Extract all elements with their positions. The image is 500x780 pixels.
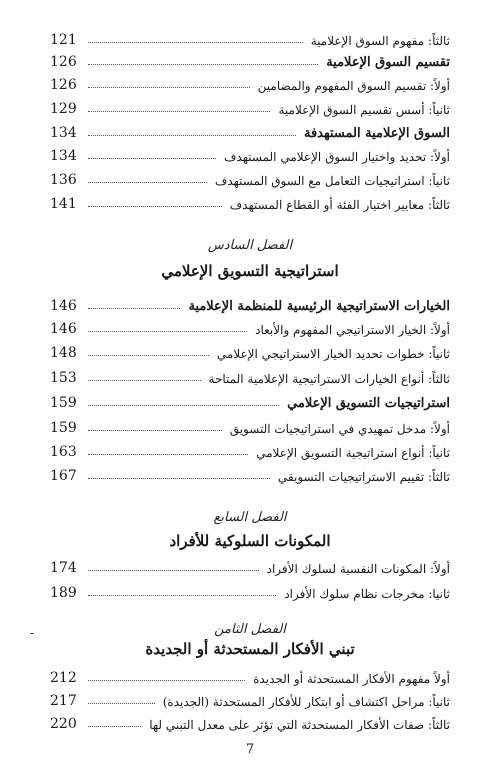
entry-title: أولاً: تقسيم السوق المفهوم والمضامين xyxy=(257,79,450,93)
toc-entry xyxy=(50,462,450,484)
dot-leader xyxy=(88,726,141,727)
toc-entry xyxy=(50,414,450,436)
toc-heading xyxy=(50,48,450,70)
dot-leader xyxy=(88,182,207,183)
entry-page-number: 146 xyxy=(50,321,77,337)
toc-entry xyxy=(50,438,450,460)
entry-title: ثانياً: أسس تقسيم السوق الإعلامية xyxy=(278,103,450,117)
entry-page-number: 126 xyxy=(50,77,77,93)
dot-leader xyxy=(88,135,296,136)
chapter-label: الفصل السابع xyxy=(213,510,287,525)
toc-entry xyxy=(50,190,450,212)
toc-entry xyxy=(50,554,450,576)
dot-leader xyxy=(88,87,250,88)
entry-page-number: 141 xyxy=(50,196,77,212)
entry-title: ثالثاً: أنواع الخيارات الاستراتيجية الإعلامية المتاحة xyxy=(208,372,450,386)
entry-page-number: 146 xyxy=(50,298,77,314)
dot-leader xyxy=(88,206,222,207)
toc-entry xyxy=(50,142,450,164)
entry-title: أولاً: تحديد واختيار السوق الإعلامي المستهدف xyxy=(223,150,450,164)
entry-title: ثالثاً: صفات الأفكار المستحدثة التي تؤثر على معدل التبني لها xyxy=(149,718,450,732)
entry-title: ثانياً: خطوات تحديد الخيار الاستراتيجي الإعلامي xyxy=(216,347,450,361)
entry-page-number: 136 xyxy=(50,172,77,188)
entry-title: ثانياً: استراتيجيات التعامل مع السوق المستهدف xyxy=(214,174,450,188)
dot-leader xyxy=(88,158,216,159)
dot-leader xyxy=(88,680,245,681)
dot-leader xyxy=(88,478,270,479)
entry-page-number: 134 xyxy=(50,125,77,141)
entry-title: تقسيم السوق الإعلامية xyxy=(326,55,450,70)
entry-page-number: 153 xyxy=(50,370,77,386)
entry-page-number: 121 xyxy=(50,32,77,48)
entry-title: أولاً: مدخل تمهيدي في استراتيجيات التسويق xyxy=(229,422,450,436)
chapter-title: المكونات السلوكية للأفراد xyxy=(169,532,331,550)
entry-title: الخيارات الاستراتيجية الرئيسية للمنظمة الإعلامية xyxy=(188,299,450,314)
entry-page-number: 217 xyxy=(50,693,77,709)
entry-page-number: 167 xyxy=(50,468,77,484)
toc-entry xyxy=(50,71,450,93)
dot-leader xyxy=(88,380,201,381)
entry-title: أولاً: المكونات النفسية لسلوك الأفراد xyxy=(266,562,450,576)
toc-heading xyxy=(50,119,450,141)
toc-entry xyxy=(50,315,450,337)
toc-heading xyxy=(50,389,450,411)
entry-title: ثالثاً: تقييم الاستراتيجيات التسويقي xyxy=(277,470,450,484)
entry-page-number: 159 xyxy=(50,420,77,436)
chapter-title: استراتيجية التسويق الإعلامي xyxy=(161,262,339,280)
entry-title: ثانيا: مخرجات نظام سلوك الأفراد xyxy=(284,587,450,601)
entry-title: ثالثاً: معايير اختيار الفئة أو القطاع المستهدف xyxy=(229,198,450,212)
entry-title: أولاً مفهوم الأفكار المستحدثة أو الجديدة xyxy=(253,672,450,686)
dot-leader xyxy=(88,42,303,43)
chapter-title: تبني الأفكار المستحدثة أو الجديدة xyxy=(145,640,355,658)
dot-leader xyxy=(88,595,276,596)
dot-leader xyxy=(88,111,270,112)
dot-leader xyxy=(88,570,259,571)
entry-page-number: 129 xyxy=(50,101,77,117)
entry-page-number: 159 xyxy=(50,395,77,411)
dot-leader xyxy=(88,454,248,455)
entry-title: ثالثاً: مفهوم السوق الإعلامية xyxy=(310,34,450,48)
dot-leader xyxy=(88,355,209,356)
entry-page-number: 189 xyxy=(50,585,77,601)
entry-page-number: 220 xyxy=(50,716,77,732)
toc-entry xyxy=(50,687,450,709)
entry-title: استراتيجيات التسويق الإعلامي xyxy=(287,396,450,411)
toc-entry xyxy=(50,26,450,48)
chapter-label: الفصل الثامن xyxy=(214,622,286,637)
toc-heading xyxy=(50,292,450,314)
entry-page-number: 126 xyxy=(50,54,77,70)
entry-page-number: 134 xyxy=(50,148,77,164)
page-number: 7 xyxy=(245,742,255,757)
toc-entry xyxy=(50,95,450,117)
stray-mark: - xyxy=(30,626,35,640)
dot-leader xyxy=(88,308,180,309)
entry-page-number: 163 xyxy=(50,444,77,460)
entry-page-number: 212 xyxy=(50,670,77,686)
entry-page-number: 174 xyxy=(50,560,77,576)
entry-title: ثانياً: مراحل اكتشاف أو ابتكار للأفكار المستحدثة (الجديدة) xyxy=(162,695,450,709)
toc-entry xyxy=(50,710,450,732)
toc-entry xyxy=(50,364,450,386)
entry-title: السوق الإعلامية المستهدفة xyxy=(303,126,450,141)
entry-page-number: 148 xyxy=(50,345,77,361)
entry-title: ثانياً: أنواع استراتيجية التسويق الإعلامي xyxy=(256,446,450,460)
toc-entry xyxy=(50,339,450,361)
chapter-label: الفصل السادس xyxy=(207,238,293,253)
dot-leader xyxy=(88,430,222,431)
dot-leader xyxy=(88,64,318,65)
entry-title: أولاً: الخيار الاستراتيجي المفهوم والأبعاد xyxy=(255,323,450,337)
dot-leader xyxy=(88,703,155,704)
dot-leader xyxy=(88,331,247,332)
toc-entry xyxy=(50,166,450,188)
toc-entry xyxy=(50,664,450,686)
toc-entry xyxy=(50,579,450,601)
dot-leader xyxy=(88,405,279,406)
